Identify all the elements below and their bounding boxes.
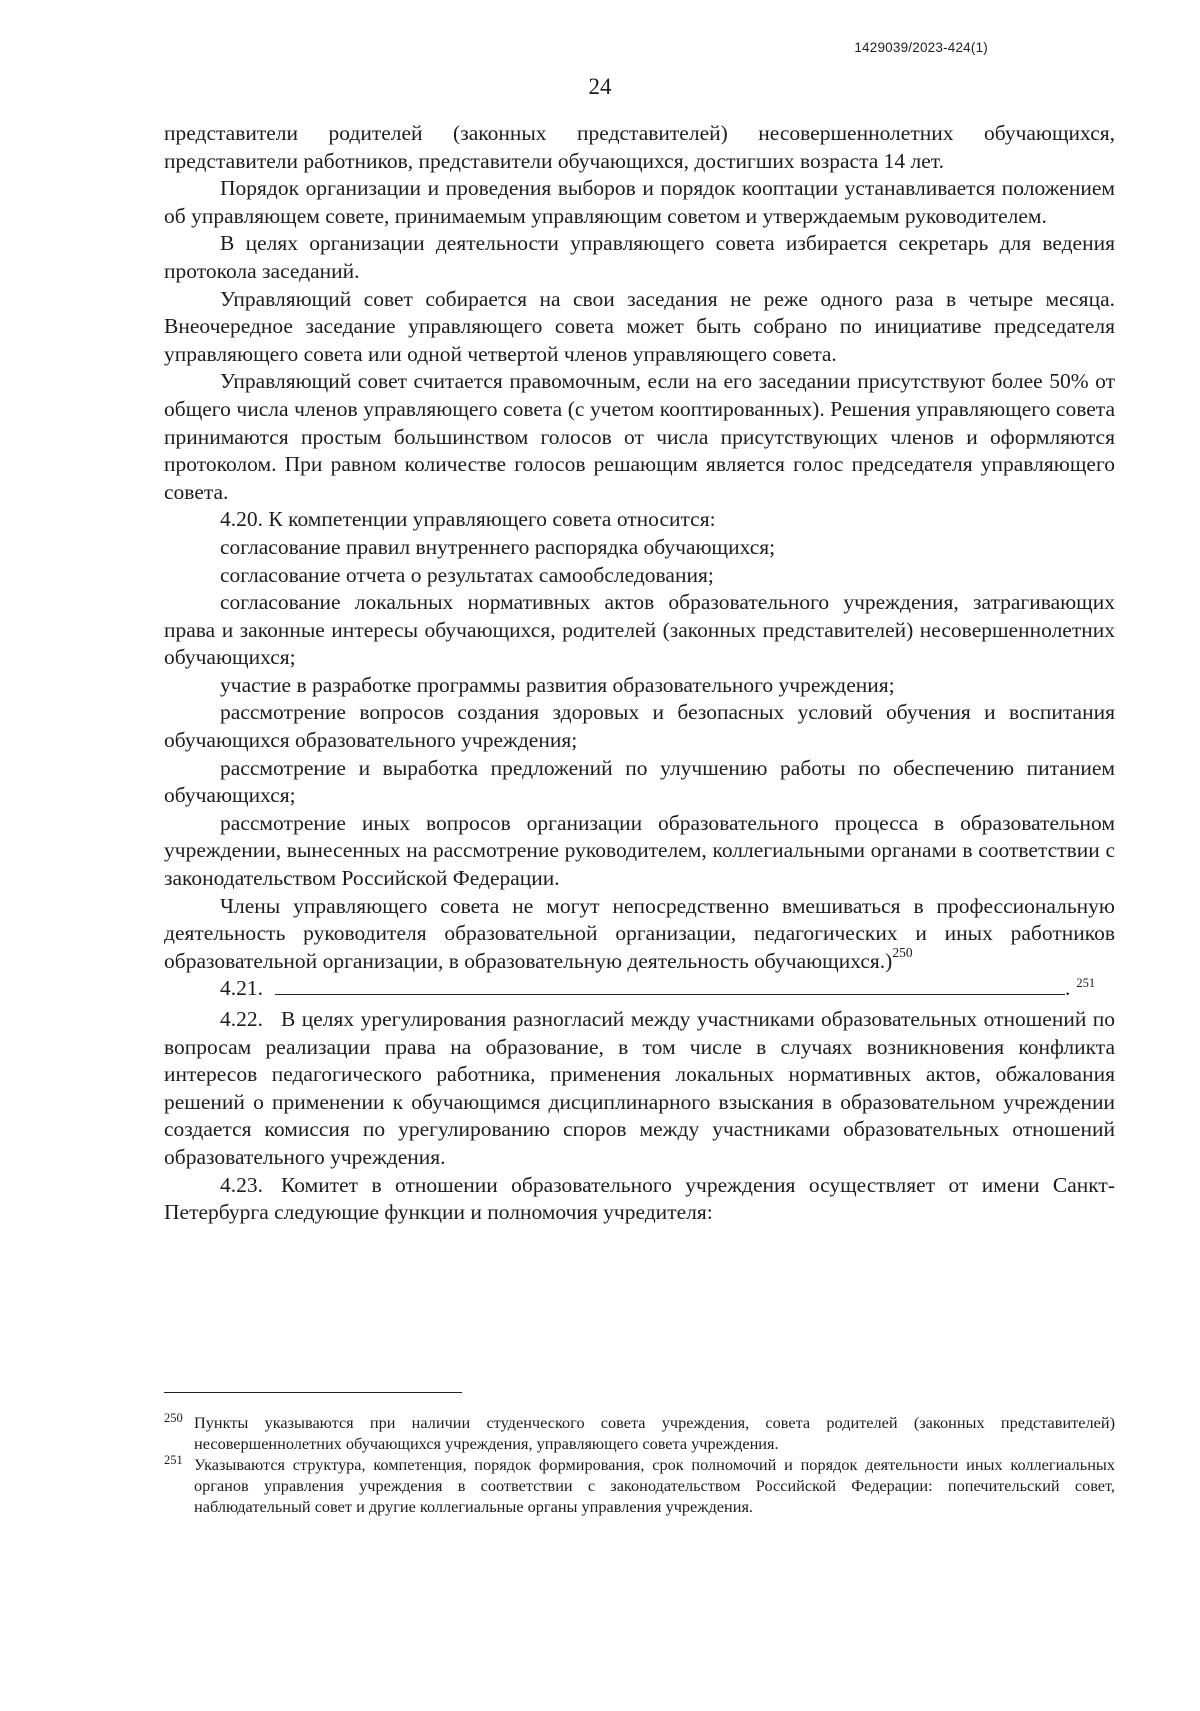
item-end-mark: .: [1065, 976, 1071, 1001]
list-item: рассмотрение иных вопросов организации образовательного процесса в образовательном учреждении, вынесенных на рассмотрение руководителем, коллегиальными органами в соответствии с законодательством Российской Федерации.: [164, 810, 1115, 891]
footnote-divider: [164, 1392, 462, 1393]
blank-line: [275, 977, 1065, 995]
paragraph-text: Члены управляющего совета не могут непосредственно вмешиваться в профессиональную деятельность руководителя образовательной организации, педагогических и иных работников образовательной организации, в образовательную деятельность обучающихся.): [164, 893, 1115, 973]
footnote-ref-250: 250: [892, 944, 913, 960]
footnote: [164, 1454, 1115, 1517]
footnote-ref-251: 251: [1076, 976, 1096, 991]
item-number: 4.21.: [220, 976, 263, 1001]
list-item: рассмотрение и выработка предложений по улучшению работы по обеспечению питанием обучающихся;: [164, 755, 1115, 808]
page-number: 24: [588, 74, 612, 99]
footnote-number: 251: [164, 1453, 183, 1467]
list-item: согласование правил внутреннего распорядка обучающихся;: [220, 534, 776, 559]
footnotes: [164, 1412, 1115, 1517]
item-number: 4.22.: [220, 1007, 263, 1031]
list-item: рассмотрение вопросов создания здоровых и безопасных условий обучения и воспитания обучающихся образовательного учреждения;: [164, 700, 1115, 753]
paragraph: представители родителей (законных представителей) несовершеннолетних обучающихся, представители работников, представители обучающихся, достигших возраста 14 лет.: [164, 121, 1115, 173]
item-4-22: [164, 1006, 1115, 1172]
section-heading-4-20: 4.20. К компетенции управляющего совета относится:: [220, 507, 716, 532]
item-4-23: [164, 1172, 1115, 1227]
paragraph: [164, 893, 1115, 976]
paragraph: В целях организации деятельности управляющего совета избирается секретарь для ведения протокола заседаний.: [164, 231, 1115, 283]
paragraph: Порядок организации и проведения выборов и порядок кооптации устанавливается положением об управляющем совете, принимаемым управляющим советом и утверждаемым руководителем.: [164, 176, 1115, 228]
item-text: Комитет в отношении образовательного учреждения осуществляет от имени Санкт-Петербурга следующие функции и полномочия учредителя:: [164, 1172, 1115, 1225]
footnote: [164, 1412, 1115, 1454]
document-id: 1429039/2023-424(1): [854, 40, 988, 55]
list-item: согласование отчета о результатах самообследования;: [220, 562, 714, 587]
list-item: участие в разработке программы развития образовательного учреждения;: [220, 672, 895, 697]
document-body: [164, 120, 1115, 1227]
footnote-text: Пункты указываются при наличии студенческого совета учреждения, совета родителей (законных представителей) несовершеннолетних обучающихся учреждения, управляющего совета учреждения.: [194, 1413, 1115, 1453]
item-number: 4.23.: [220, 1172, 263, 1197]
list-item: согласование локальных нормативных актов образовательного учреждения, затрагивающих права и законные интересы обучающихся, родителей (законных представителей) несовершеннолетних обучающихся;: [164, 590, 1115, 670]
item-4-21: [164, 975, 1115, 1006]
footnote-number: 250: [164, 1411, 183, 1425]
item-text: В целях урегулирования разногласий между участниками образовательных отношений по вопросам реализации права на образование, в том числе в случаях возникновения конфликта интересов педагогического работника, применения локальных нормативных актов, обжалования решений о применении к обучающимся дисциплинарного взыскания в образовательном учреждении создается комиссия по урегулированию споров между участниками образовательных отношений образовательного учреждения.: [164, 1007, 1115, 1169]
paragraph: Управляющий совет считается правомочным, если на его заседании присутствуют более 50% от общего числа членов управляющего совета (с учетом кооптированных). Решения управляющего совета принимаются простым большинством голосов от числа присутствующих членов и оформляются протоколом. При равном количестве голосов решающим является голос председателя управляющего совета.: [164, 369, 1115, 504]
footnote-text: Указываются структура, компетенция, порядок формирования, срок полномочий и порядок деятельности иных коллегиальных органов управления учреждения в соответствии с законодательством Российской Федерации: попечительский совет, наблюдательный совет и другие коллегиальные органы управления учреждения.: [194, 1455, 1115, 1516]
paragraph: Управляющий совет собирается на свои заседания не реже одного раза в четыре месяца. Внеочередное заседание управляющего совета может быть собрано по инициативе председателя управляющего совета или одной четвертой членов управляющего совета.: [164, 286, 1115, 366]
